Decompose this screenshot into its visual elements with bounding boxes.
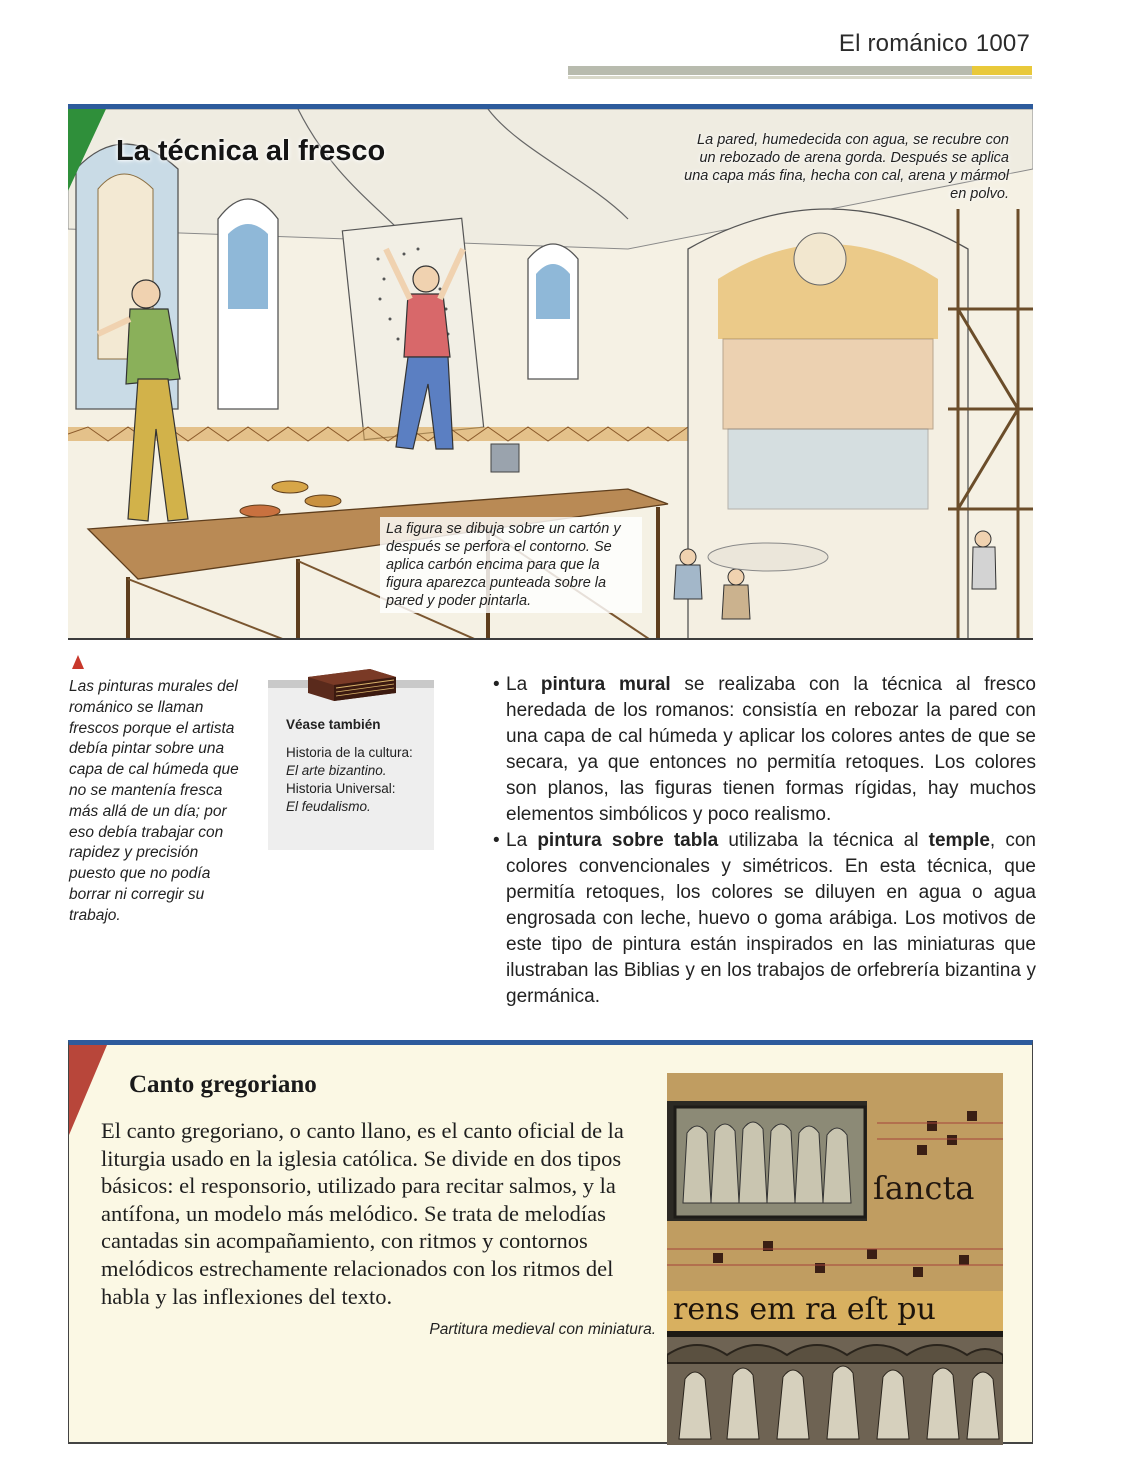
- text-run: utilizaba la técnica al: [718, 830, 929, 851]
- manuscript-caption: Partitura medieval con miniatura.: [429, 1321, 656, 1338]
- fresco-illustration: [68, 104, 1033, 640]
- see-also-link-feudalismo[interactable]: El feudalismo.: [286, 799, 371, 814]
- term-pintura-sobre-tabla: pintura sobre tabla: [537, 830, 719, 851]
- header-rule-thin: [568, 76, 1032, 79]
- see-also-list: [286, 744, 431, 816]
- book-icon: [304, 667, 400, 703]
- text-run: , con colores convencionales y simétricos. En esta técnica, que permitía retoques, los colores se diluyen en agua o agua engrosada con leche, huevo o goma arábiga. Los motivos de este tipo de pintura están inspirados en las miniaturas que ilustraban las Biblias y en los trabajos de orfebrería bizantina y germánica.: [506, 830, 1036, 1007]
- canto-body: El canto gregoriano, o canto llano, es el canto oficial de la liturgia usado en la iglesia católica. Se divide en dos tipos básicos: el responsorio, utilizado para recitar salmos, y la antífona, un modelo más melódico. Se trata de melodías cantadas sin acompañamiento, con ritmos y contornos melódicos estrechamente relacionados con los ritmos del habla y las inflexiones del texto.: [101, 1118, 624, 1309]
- text-run: se realizaba con la técnica al fresco heredada de los romanos: consistía en rebozar la pared con una capa de cal húmeda y aplicar los colores antes de que se secara, ya que entonces no permitía retoques. Los colores son planos, las figuras tienen formas rígidas, hay muchos elementos simbólicos y poco realismo.: [506, 674, 1037, 825]
- paragraph-pintura-mural: [462, 672, 1036, 828]
- bullet-icon: •: [493, 674, 500, 695]
- bullet-icon: •: [493, 830, 500, 851]
- manuscript-drawing: [667, 1073, 1003, 1445]
- text-run: La: [506, 674, 541, 695]
- see-also-title: Véase también: [286, 717, 381, 732]
- fresco-caption-bottom: La figura se dibuja sobre un cartón y después se perfora el contorno. Se aplica carbón encima para que la figura aparezca punteada sobre la pared y poder pintarla.: [380, 517, 642, 613]
- term-pintura-mural: pintura mural: [540, 674, 671, 695]
- canto-title: Canto gregoriano: [129, 1071, 317, 1098]
- side-caption: Las pinturas murales del románico se llaman frescos porque el artista debía pintar sobre una capa de cal húmeda que no se mantenía fresca más allá de un día; por eso debía trabajar con rapidez y precisión puesto que no podía borrar ni corregir su trabajo.: [69, 678, 239, 924]
- fresco-title: La técnica al fresco: [116, 135, 386, 167]
- see-also-link-arte-bizantino[interactable]: El arte bizantino.: [286, 763, 387, 778]
- header-accent-rule: [972, 66, 1032, 75]
- header-rule: [568, 66, 972, 75]
- caption-up-arrow-icon: [72, 655, 84, 669]
- manuscript-word-sancta: ſancta: [873, 1169, 975, 1207]
- text-run: La: [506, 830, 538, 851]
- page-header: [839, 30, 1030, 58]
- page-number: 1007: [975, 30, 1030, 57]
- canto-gregoriano-box: [68, 1040, 1033, 1444]
- main-text: [462, 672, 1036, 1010]
- see-also-box: [268, 680, 434, 850]
- term-temple: temple: [928, 830, 990, 851]
- paragraph-pintura-tabla: [462, 828, 1036, 1010]
- section-corner-marker: [68, 109, 106, 191]
- see-also-line-1: Historia de la cultura:: [286, 745, 413, 760]
- chapter-title: El románico: [838, 30, 968, 57]
- manuscript-line: rens em ra eſt pu: [673, 1292, 936, 1327]
- see-also-line-3: Historia Universal:: [286, 781, 396, 796]
- fresco-caption-top: La pared, humedecida con agua, se recubre con un rebozado de arena gorda. Después se aplica una capa más fina, hecha con cal, arena y mármol en polvo.: [684, 132, 1009, 202]
- manuscript-image: [667, 1073, 1003, 1445]
